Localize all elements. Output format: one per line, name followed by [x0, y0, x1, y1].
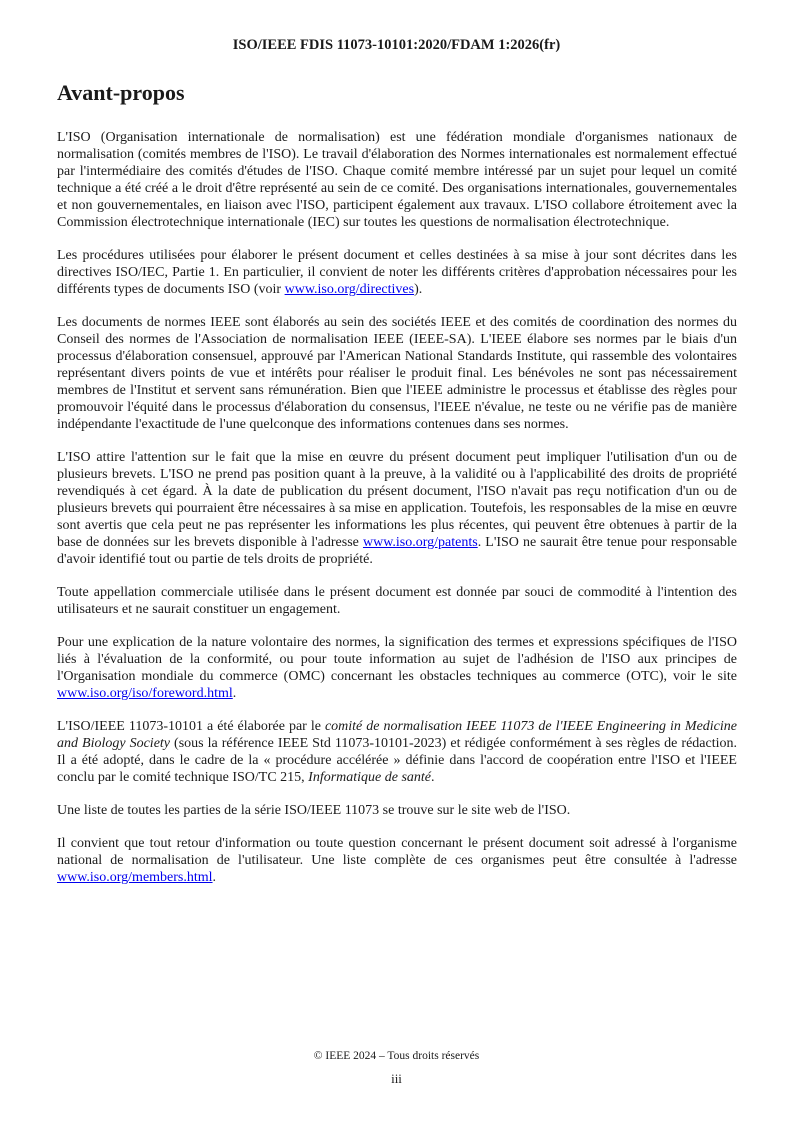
patents-link[interactable]: www.iso.org/patents — [362, 535, 478, 550]
paragraph-voluntary — [57, 634, 737, 702]
document-header: ISO/IEEE FDIS 11073-10101:2020/FDAM 1:2026(fr) — [232, 37, 561, 53]
text: ). — [414, 282, 423, 297]
paragraph-patents — [57, 449, 737, 568]
text: Une liste de toutes les parties de la série ISO/IEEE 11073 se trouve sur le site web de l'ISO. — [57, 803, 571, 818]
text: . L'ISO ne saurait être tenue pour responsable d'avoir identifié tout ou partie de tels droits de propriété. — [57, 535, 737, 567]
text: L'ISO attire l'attention sur le fait que la mise en œuvre du présent document peut impliquer l'utilisation d'un ou de plusieurs brevets. L'ISO ne prend pas position quant à la preuve, à la validité ou à l'applicabilité des droits de propriété revendiqués à cet égard. À la date de publication du présent document, l'ISO n'avait pas reçu notification d'un ou de plusieurs brevets qui pourraient être nécessaires à sa mise en application. Toutefois, les responsables de la mise en œuvre sont avertis que cela peut ne pas représenter les informations les plus récentes, qui peuvent être obtenues à partir de la base de données sur les brevets disponible à l'adresse — [57, 450, 737, 550]
text: . — [232, 686, 237, 701]
directives-link[interactable]: www.iso.org/directives — [284, 282, 415, 297]
text: L'ISO/IEEE 11073-10101 a été élaborée par le — [57, 719, 325, 734]
paragraph-series — [57, 802, 737, 819]
paragraph-iso-intro — [57, 129, 737, 231]
text: Pour une explication de la nature volontaire des normes, la signification des termes et expressions spécifiques de l'ISO liés à l'évaluation de la conformité, ou pour toute information au sujet de l'adhésion de l'ISO aux principes de l'Organisation mondiale du commerce (OMC) concernant les obstacles techniques au commerce (OTC), voir le site — [57, 635, 737, 684]
paragraph-prepared-by — [57, 718, 737, 786]
text: L'ISO (Organisation internationale de normalisation) est une fédération mondiale d'organismes nationaux de normalisation (comités membres de l'ISO). Le travail d'élaboration des Normes internationales est normalement effectué par l'intermédiaire des comités d'études de l'ISO. Chaque comité membre intéressé par un sujet pour lequel un comité technique a été créé a le droit d'être représenté au sein de ce comité. Des organisations internationales, gouvernementales et non gouvernementales, en liaison avec l'ISO, participent également aux travaux. L'ISO collabore étroitement avec la Commission électrotechnique internationale (IEC) sur toutes les questions de normalisation électrotechnique. — [57, 130, 737, 230]
page-number: iii — [391, 1071, 402, 1086]
members-link[interactable]: www.iso.org/members.html — [57, 870, 213, 885]
text: Il convient que tout retour d'information ou toute question concernant le présent document soit adressé à l'organisme national de normalisation de l'utilisateur. Une liste complète de ces organismes peut être consultée à l'adresse — [57, 836, 737, 868]
paragraph-trade-names — [57, 584, 737, 618]
text: . — [212, 870, 217, 885]
paragraph-feedback — [57, 835, 737, 886]
text: Toute appellation commerciale utilisée dans le présent document est donnée par souci de commodité à l'intention des utilisateurs et ne saurait constituer un engagement. — [57, 585, 737, 617]
text: Les procédures utilisées pour élaborer le présent document et celles destinées à sa mise à jour sont décrites dans les directives ISO/IEC, Partie 1. En particulier, il convient de noter les différents critères d'approbation nécessaires pour les différents types de documents ISO (voir — [57, 248, 737, 297]
copyright: © IEEE 2024 – Tous droits réservés — [313, 1050, 480, 1062]
document-body — [57, 129, 737, 902]
committee-name: comité de normalisation IEEE 11073 de l'IEEE Engineering in Medicine and Biology Society — [57, 719, 737, 751]
foreword-link[interactable]: www.iso.org/iso/foreword.html — [57, 686, 233, 701]
text: Les documents de normes IEEE sont élaborés au sein des sociétés IEEE et des comités de coordination des normes du Conseil des normes de l'Association de normalisation IEEE (IEEE-SA). L'IEEE élabore ses normes par le biais d'un processus d'élaboration consensuel, approuvé par l'American National Standards Institute, qui rassemble des volontaires représentant divers points de vue et intérêts pour réaliser le produit final. Les bénévoles ne sont pas nécessairement membres de l'Institut et servent sans rémunération. Bien que l'IEEE administre le processus et établisse des règles pour promouvoir l'équité dans le processus d'élaboration du consensus, l'IEEE n'évalue, ne teste ou ne vérifie pas de manière indépendante l'exactitude de l'une quelconque des informations contenues dans ses normes. — [57, 315, 737, 432]
paragraph-ieee — [57, 314, 737, 433]
text: . — [431, 770, 435, 785]
page-title: Avant-propos — [57, 80, 185, 105]
text: (sous la référence IEEE Std 11073-10101-2023) et rédigée conformément à ses règles de rédaction. Il a été adopté, dans le cadre de la « procédure accélérée » définie dans l'accord de coopération entre l'ISO et l'IEEE conclu par le comité technique ISO/TC 215, — [57, 736, 737, 785]
paragraph-procedures — [57, 247, 737, 298]
tc-name: Informatique de santé — [308, 770, 432, 785]
